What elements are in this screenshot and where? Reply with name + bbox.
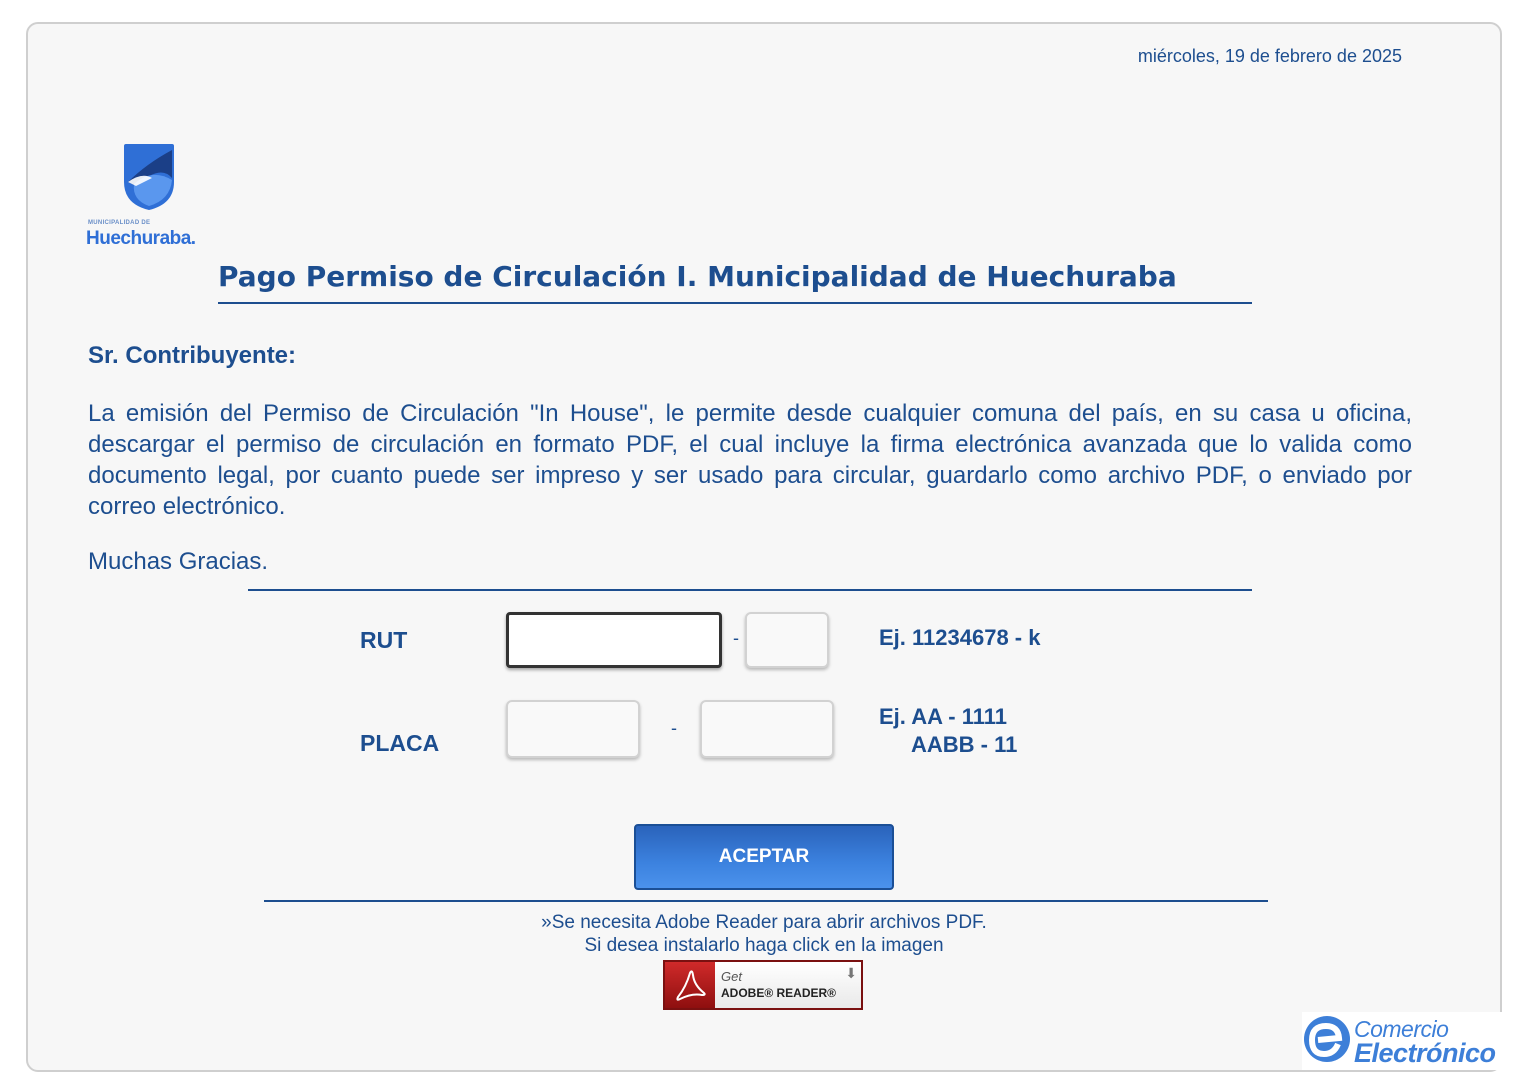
placa-example-line1: Ej. AA - 1111 <box>879 704 1008 729</box>
adobe-reader-text: ADOBE® READER® <box>721 986 837 1000</box>
rut-dv-input[interactable] <box>745 612 829 668</box>
accept-button[interactable]: ACEPTAR <box>634 824 894 890</box>
municipality-logo <box>86 142 216 252</box>
thanks-text: Muchas Gracias. <box>88 548 269 575</box>
greeting: Sr. Contribuyente: <box>88 342 297 369</box>
download-arrow-icon: ⬇ <box>845 965 857 981</box>
rut-example: Ej. 11234678 - k <box>879 625 1041 650</box>
placa-numbers-input[interactable] <box>700 700 834 758</box>
placa-letters-input[interactable] <box>506 700 640 758</box>
title-divider <box>218 302 1252 304</box>
rut-label: RUT <box>360 627 408 653</box>
current-date: miércoles, 19 de febrero de 2025 <box>1137 46 1402 66</box>
main-panel <box>26 22 1502 1072</box>
intro-paragraph: La emisión del Permiso de Circulación "In House", le permite desde cualquier comuna del país, en su casa u oficina, descargar el permiso de circulación en formato PDF, el cual incluye la firma electrónica avanzada que lo valida como documento legal, por cuanto puede ser impreso y ser usado para circular, guardarlo como archivo PDF, o enviado por correo electrónico. <box>88 400 1412 520</box>
brand-line2: Electrónico <box>1354 1038 1496 1068</box>
logo-subtitle: MUNICIPALIDAD DE <box>88 220 151 226</box>
form-bottom-divider <box>264 900 1268 902</box>
adobe-note-line1: »Se necesita Adobe Reader para abrir archivos PDF. <box>541 912 987 933</box>
placa-label: PLACA <box>360 730 440 756</box>
logo-name: Huechuraba. <box>86 228 196 249</box>
adobe-pdf-icon <box>665 962 715 1008</box>
rut-separator: - <box>733 628 739 648</box>
rut-number-input[interactable] <box>506 612 722 668</box>
page-title: Pago Permiso de Circulación I. Municipalidad de Huechuraba <box>218 260 1177 293</box>
comercio-electronico-logo <box>1302 1012 1502 1070</box>
shield-logo-icon <box>122 142 176 212</box>
adobe-note-line2: Si desea instalarlo haga click en la imagen <box>584 935 944 956</box>
get-adobe-reader-link[interactable] <box>663 960 863 1010</box>
adobe-get-text: Get <box>721 969 742 984</box>
placa-separator: - <box>671 718 677 738</box>
brand-line1: Comercio <box>1354 1016 1449 1042</box>
form-top-divider <box>248 589 1252 591</box>
e-commerce-e-icon <box>1302 1014 1352 1064</box>
placa-example-line2: AABB - 11 <box>911 732 1018 757</box>
